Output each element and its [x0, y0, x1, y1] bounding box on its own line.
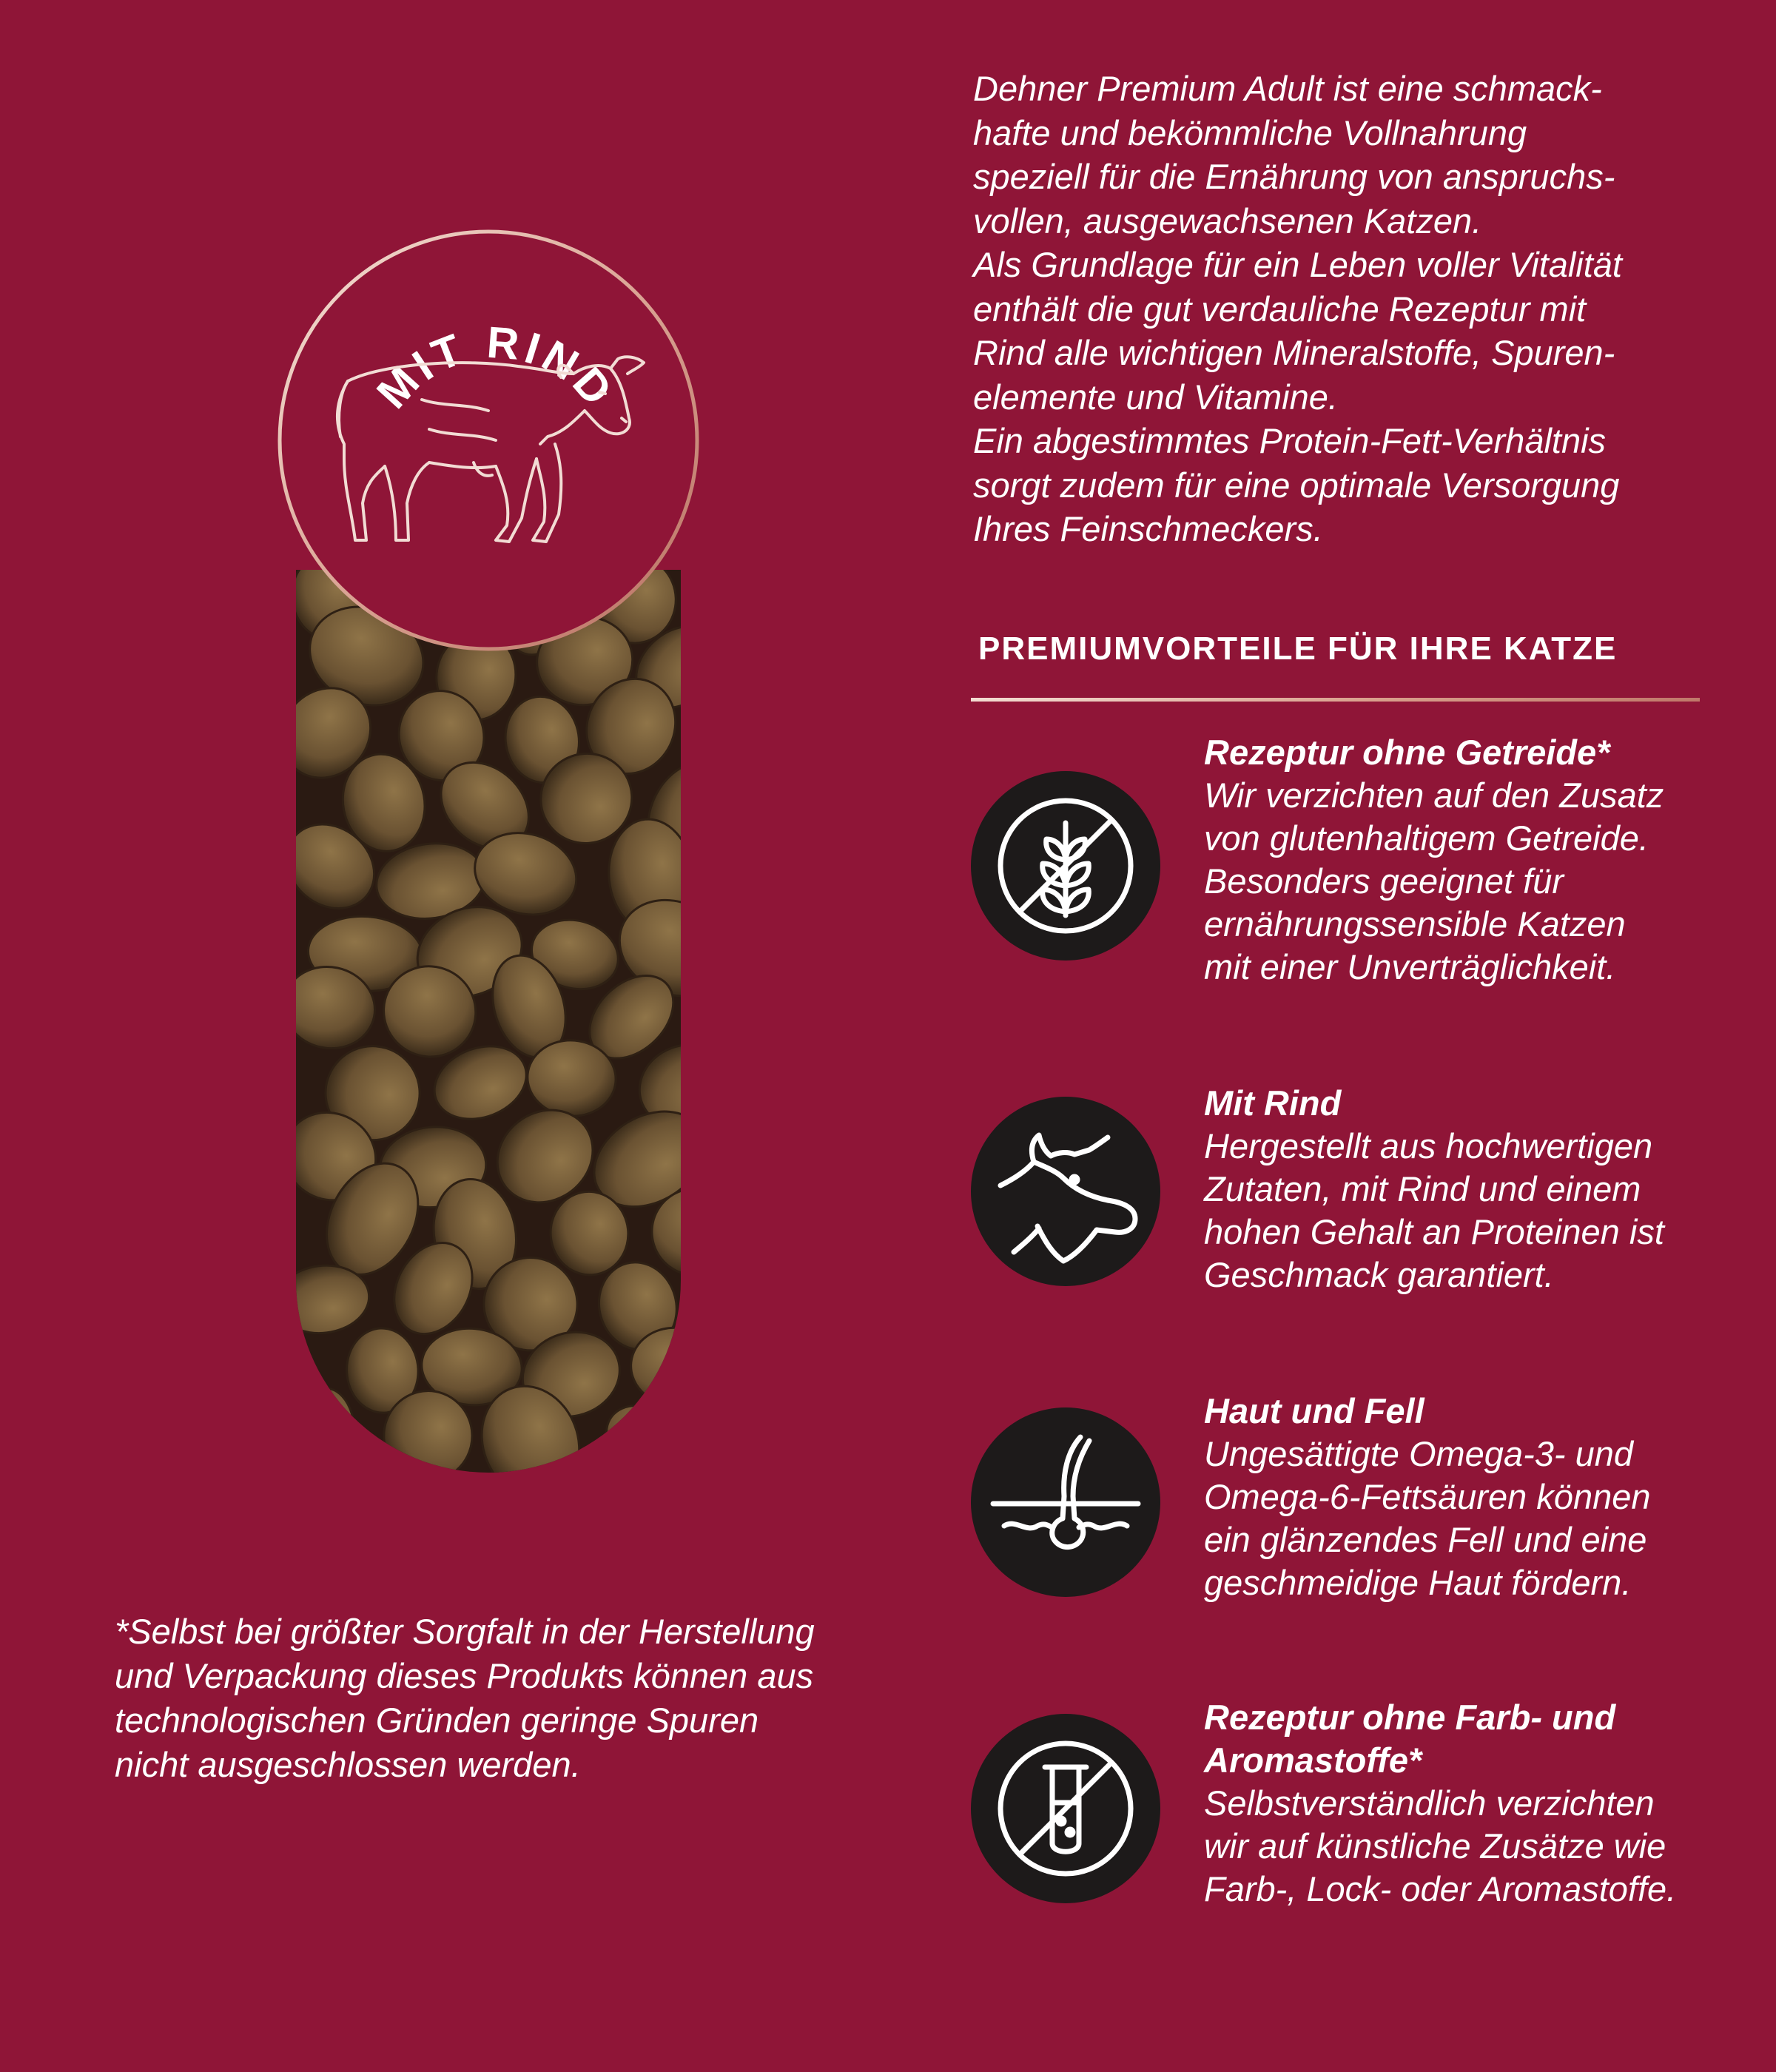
benefit-title: Rezeptur ohne Farb- und Aromastoffe*	[1204, 1698, 1616, 1780]
kibble-pile	[274, 520, 718, 1487]
cow-head-icon	[971, 1097, 1160, 1286]
benefit-title: Rezeptur ohne Getreide*	[1204, 733, 1610, 772]
kibble-piece	[383, 1390, 473, 1482]
benefit-description: Hergestellt aus hochwertigen Zutaten, mit Rind und einem hohen Gehalt an Proteinen ist Geschmack garantiert.	[1204, 1126, 1664, 1294]
benefit-title: Haut und Fell	[1204, 1391, 1424, 1430]
benefit-description: Ungesättigte Omega-3- und Omega-6-Fettsäuren können ein glänzendes Fell und eine geschmeidige Haut fördern.	[1204, 1434, 1651, 1602]
benefit-description: Selbstverständlich verzichten wir auf künstliche Zusätze wie Farb-, Lock- oder Aromastoffe.	[1204, 1783, 1677, 1908]
benefits-heading: PREMIUMVORTEILE FÜR IHRE KATZE	[978, 630, 1618, 667]
kibble-window	[274, 222, 718, 1487]
intro-paragraph: Dehner Premium Adult ist eine schmack- hafte und bekömmliche Vollnahrung speziell für die Ernährung von anspruchs- vollen, ausgewachsenen Katzen. Als Grundlage für ein Leben voller Vitalität enthält die gut verdauliche Rezeptur mit Rind alle wichtigen Mineralstoffe, Spuren- elemente und Vitamine. Ein abgestimmtes Protein-Fett-Verhältnis sorgt zudem für eine optimale Versorgung Ihres Feinschmeckers.	[973, 69, 1622, 548]
benefit-description: Wir verzichten auf den Zusatz von glutenhaltigem Getreide. Besonders geeignet für ernährungssensible Katzen mit einer Unverträglichkeit.	[1204, 776, 1664, 986]
no-additives-icon	[971, 1714, 1160, 1903]
footnote: *Selbst bei größter Sorgfalt in der Herstellung und Verpackung dieses Produkts können aus technologischen Gründen geringe Spuren nicht ausgeschlossen werden.	[115, 1612, 815, 1784]
heading-divider	[971, 698, 1700, 702]
no-grain-icon	[971, 771, 1160, 961]
product-visual	[274, 222, 718, 1487]
hair-follicle-icon	[971, 1407, 1160, 1597]
badge-label: MIT RIND	[367, 317, 625, 418]
benefit-title: Mit Rind	[1204, 1083, 1342, 1123]
